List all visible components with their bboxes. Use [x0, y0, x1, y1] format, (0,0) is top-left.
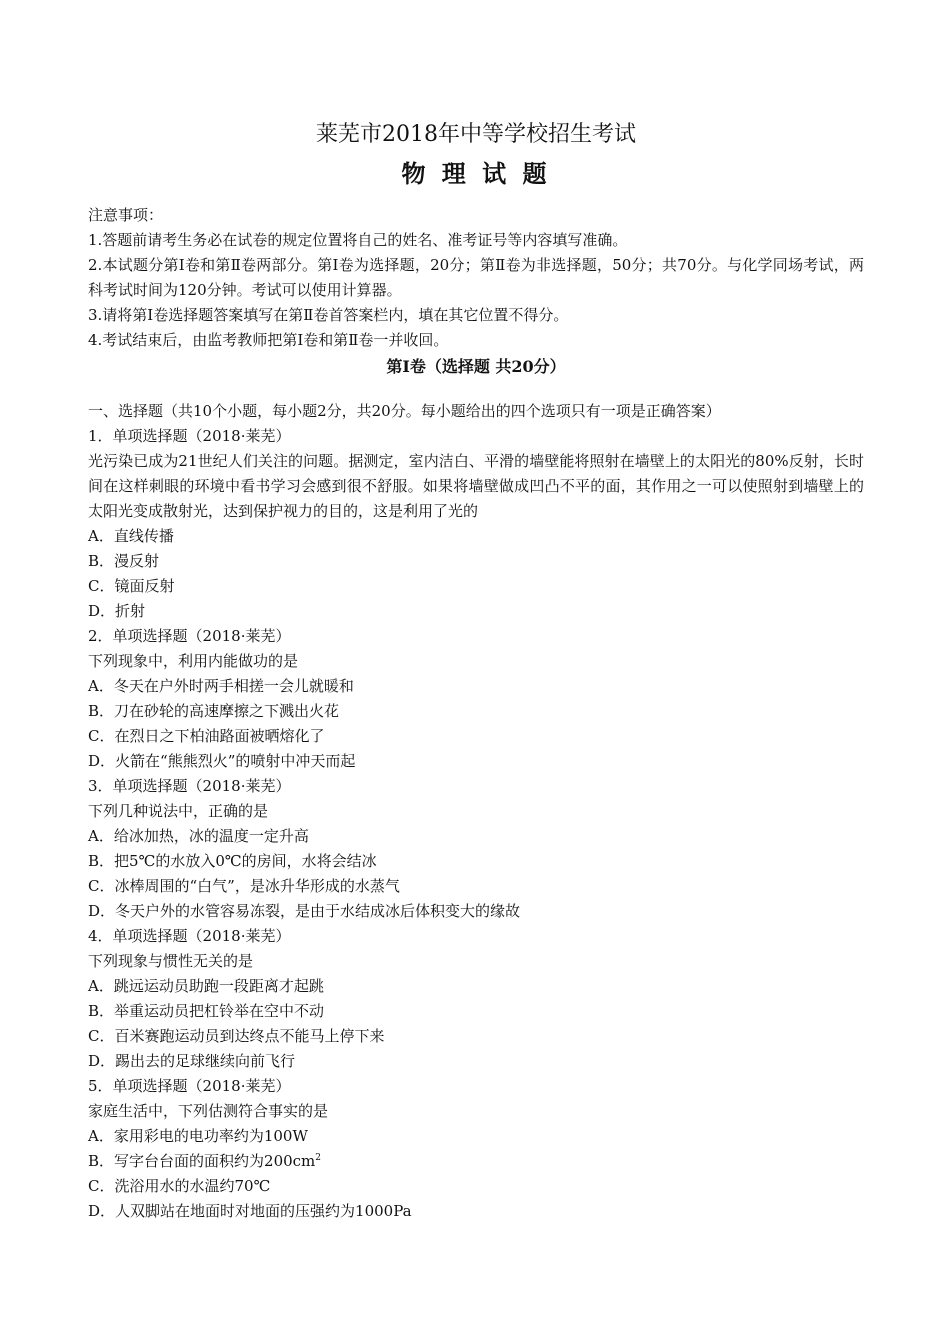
notice-item: 4.考试结束后，由监考教师把第Ⅰ卷和第Ⅱ卷一并收回。: [88, 331, 449, 349]
exam-subtitle: 物 理 试 题: [401, 159, 551, 188]
notice-item: 1.答题前请考生务必在试卷的规定位置将自己的姓名、准考证号等内容填写准确。: [88, 231, 628, 249]
question-header: 5．单项选择题（2018·莱芜）: [88, 1077, 291, 1095]
option-c: C．百米赛跑运动员到达终点不能马上停下来: [88, 1027, 385, 1045]
option-d: D．火箭在“熊熊烈火”的喷射中冲天而起: [88, 752, 356, 770]
option-b: B．漫反射: [88, 552, 160, 570]
part-intro: 一、选择题（共10个小题，每小题2分，共20分。每小题给出的四个选项只有一项是正确答案）: [88, 402, 721, 420]
question-stem: 光污染已成为21世纪人们关注的问题。据测定，室内洁白、平滑的墙壁能将照射在墙壁上的太阳光的80%反射，长时间在这样刺眼的环境中看书学习会感到很不舒服。如果将墙壁做成凹凸不平的面，其作用之一可以使照射到墙壁上的太阳光变成散射光，达到保护视力的目的，这是利用了光的: [88, 452, 864, 520]
question-header: 3．单项选择题（2018·莱芜）: [88, 777, 291, 795]
option-c: C．洗浴用水的水温约70℃: [88, 1177, 271, 1195]
option-c: C．在烈日之下柏油路面被晒熔化了: [88, 727, 325, 745]
exam-page: [88, 118, 864, 1224]
notice-heading: 注意事项：: [88, 206, 164, 224]
exam-title: 莱芜市2018年中等学校招生考试: [316, 122, 636, 147]
question-stem: 下列现象与惯性无关的是: [88, 952, 254, 970]
question-header: 1．单项选择题（2018·莱芜）: [88, 427, 291, 445]
option-a: A．家用彩电的电功率约为100W: [88, 1127, 308, 1145]
section-title: 第Ⅰ卷（选择题 共20分）: [386, 357, 566, 376]
question-stem: 下列现象中，利用内能做功的是: [88, 652, 299, 670]
option-a: A．给冰加热，冰的温度一定升高: [88, 827, 309, 845]
option-b: B．举重运动员把杠铃举在空中不动: [88, 1002, 325, 1020]
question-stem: 家庭生活中，下列估测符合事实的是: [88, 1102, 329, 1120]
option-b-text: B．写字台台面的面积约为200cm: [88, 1152, 316, 1170]
notice-item: 3.请将第Ⅰ卷选择题答案填写在第Ⅱ卷首答案栏内，填在其它位置不得分。: [88, 306, 569, 324]
option-b: [88, 1149, 864, 1174]
option-d: D．冬天户外的水管容易冻裂，是由于水结成冰后体积变大的缘故: [88, 902, 521, 920]
option-c: C．镜面反射: [88, 577, 175, 595]
option-d: D．人双脚站在地面时对地面的压强约为1000Pa: [88, 1202, 412, 1220]
option-b: B．刀在砂轮的高速摩擦之下溅出火花: [88, 702, 340, 720]
option-a: A．冬天在户外时两手相搓一会儿就暖和: [88, 677, 354, 695]
option-b: B．把5℃的水放入0℃的房间，水将会结冰: [88, 852, 377, 870]
option-a: A．跳远运动员助跑一段距离才起跳: [88, 977, 324, 995]
question-header: 2．单项选择题（2018·莱芜）: [88, 627, 291, 645]
question-stem: 下列几种说法中，正确的是: [88, 802, 269, 820]
option-d: D．折射: [88, 602, 146, 620]
notice-item: 2.本试题分第Ⅰ卷和第Ⅱ卷两部分。第Ⅰ卷为选择题，20分；第Ⅱ卷为非选择题，50分；共70分。与化学同场考试，两科考试时间为120分钟。考试可以使用计算器。: [88, 256, 864, 299]
question-header: 4．单项选择题（2018·莱芜）: [88, 927, 291, 945]
option-d: D．踢出去的足球继续向前飞行: [88, 1052, 296, 1070]
option-a: A．直线传播: [88, 527, 174, 545]
option-c: C．冰棒周围的“白气”，是冰升华形成的水蒸气: [88, 877, 400, 895]
superscript-exponent: 2: [315, 1153, 322, 1163]
